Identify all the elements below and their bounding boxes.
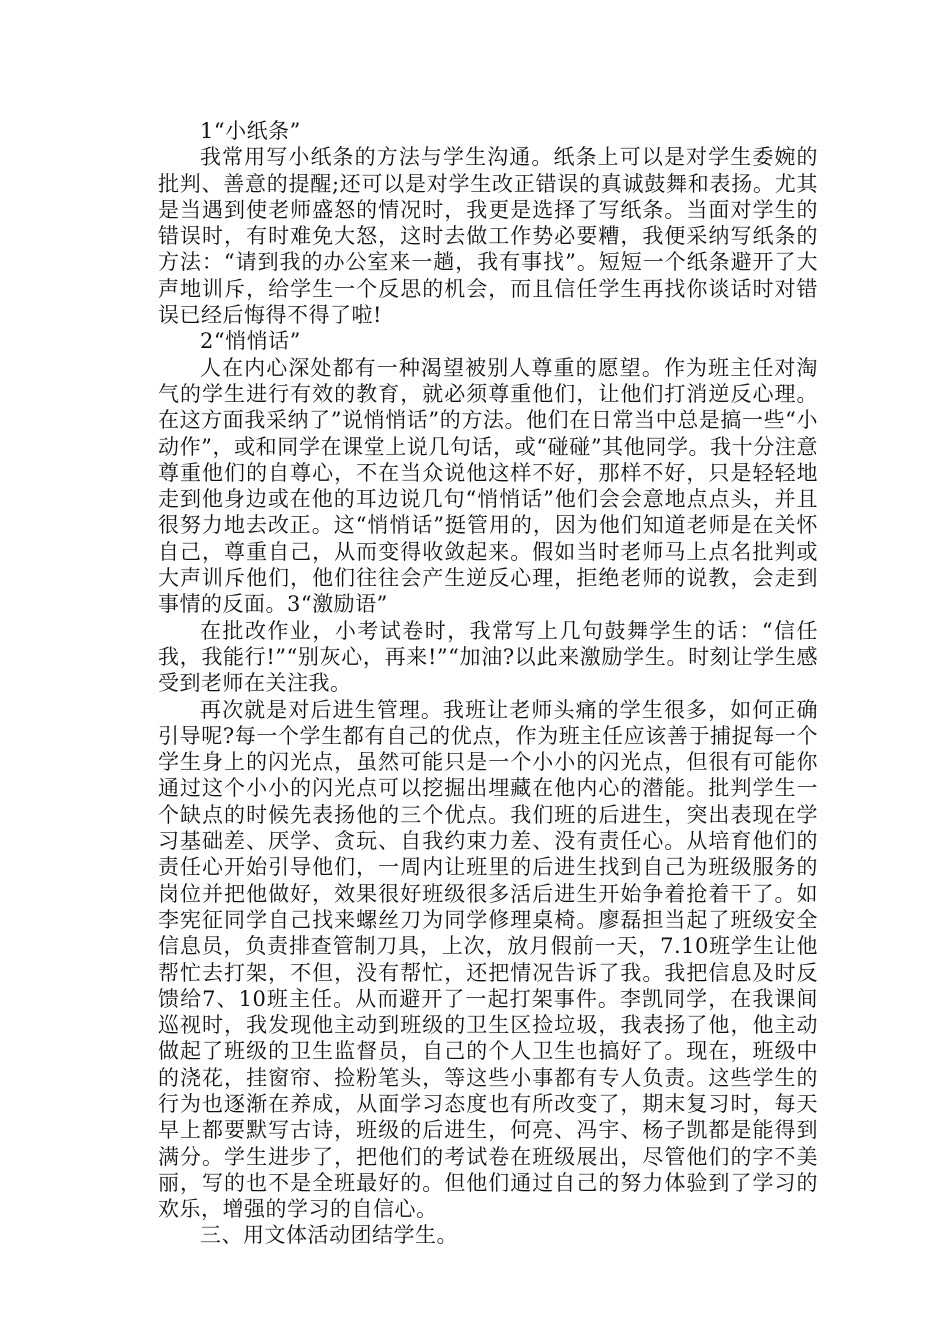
section-heading-activities: 三、用文体活动团结学生。: [200, 1223, 458, 1248]
section-heading-whisper: 2“悄悄话”: [200, 329, 301, 354]
paragraph-whisper: 人在内心深处都有一种渴望被别人尊重的愿望。作为班主任对淘气的学生进行有效的教育，就必须尊重他们，让他们打消逆反心理。在这方面我采纳了”说悄悄话”的方法。他们在日常当中总是搞一些“小动作”，或和同学在课堂上说几句话，或“碰碰”其他同学。我十分注意尊重他们的自尊心，不在当众说他这样不好，那样不好，只是轻轻地走到他身边或在他的耳边说几句“悄悄话”他们会会意地点点头，并且很努力地去改正。这“悄悄话”挺管用的，因为他们知道老师是在关怀自己，尊重自己，从而变得收敛起来。假如当时老师马上点名批判或大声训斥他们，他们往往会产生逆反心理，拒绝老师的说教，会走到事情的反面。3“激励语”: [158, 355, 818, 617]
paragraph-small-note: 我常用写小纸条的方法与学生沟通。纸条上可以是对学生委婉的批判、善意的提醒;还可以是对学生改正错误的真诚鼓舞和表扬。尤其是当遇到使老师盛怒的情况时，我更是选择了写纸条。当面对学生的错误时，有时难免大怒，这时去做工作势必要糟，我便采纳写纸条的方法：“请到我的办公室来一趟，我有事找”。短短一个纸条避开了大声地训斥，给学生一个反思的机会，而且信任学生再找你谈话时对错误已经后悔得不得了啦!: [158, 145, 818, 328]
paragraph-encouragement: 在批改作业，小考试卷时，我常写上几句鼓舞学生的话：“信任我，我能行!”“别灰心，再来!”“加油?以此来激励学生。时刻让学生感受到老师在关注我。: [158, 618, 818, 696]
document-body: [158, 118, 818, 1249]
paragraph-underachievers: 再次就是对后进生管理。我班让老师头痛的学生很多，如何正确引导呢?每一个学生都有自己的优点，作为班主任应该善于捕捉每一个学生身上的闪光点，虽然可能只是一个小小的闪光点，但很有可能你通过这个小小的闪光点可以挖掘出埋藏在他内心的潜能。批判学生一个缺点的时候先表扬他的三个优点。我们班的后进生，突出表现在学习基础差、厌学、贪玩、自我约束力差、没有责任心。从培育他们的责任心开始引导他们，一周内让班里的后进生找到自己为班级服务的岗位并把他做好，效果很好班级很多活后进生开始争着抢着干了。如李宪征同学自己找来螺丝刀为同学修理桌椅。廖磊担当起了班级安全信息员，负责排查管制刀具，上次，放月假前一天，7.10班学生让他帮忙去打架，不但，没有帮忙，还把情况告诉了我。我把信息及时反馈给7、10班主任。从而避开了一起打架事件。李凯同学，在我课间巡视时，我发现他主动到班级的卫生区捡垃圾，我表扬了他，他主动做起了班级的卫生监督员，自己的个人卫生也搞好了。现在，班级中的浇花，挂窗帘、捡粉笔头，等这些小事都有专人负责。这些学生的行为也逐渐在养成，从面学习态度也有所改变了，期末复习时，每天早上都要默写古诗，班级的后进生，何亮、冯宇、杨子凯都是能得到满分。学生进步了，把他们的考试卷在班级展出，尽管他们的字不美丽，写的也不是全班最好的。但他们通过自己的努力体验到了学习的欢乐，增强的学习的自信心。: [158, 697, 818, 1222]
section-heading-small-note: 1“小纸条”: [200, 119, 301, 143]
